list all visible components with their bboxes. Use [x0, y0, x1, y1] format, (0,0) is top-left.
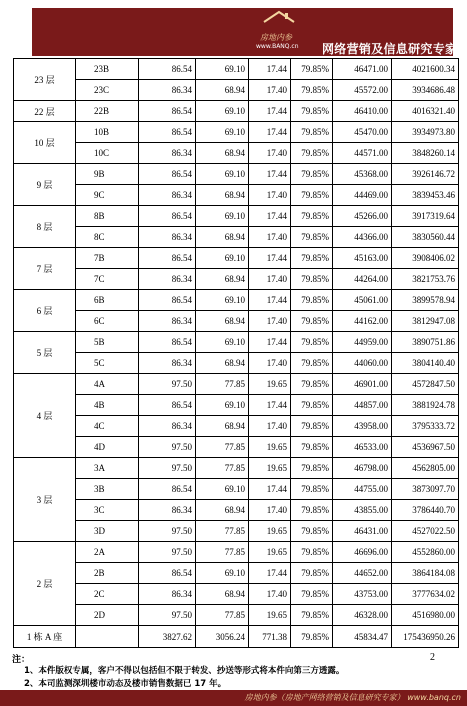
shared-area-cell: 17.44 [249, 101, 291, 122]
unit-number-cell: 6B [76, 290, 139, 311]
table-row [14, 101, 459, 122]
unit-number-cell: 2B [76, 563, 139, 584]
usage-rate-cell: 79.85% [291, 458, 333, 479]
unit-number-cell: 3A [76, 458, 139, 479]
shared-area-cell: 19.65 [249, 521, 291, 542]
total-price-cell: 3917319.64 [392, 206, 459, 227]
building-area-cell: 86.34 [139, 143, 196, 164]
building-area-cell: 86.54 [139, 206, 196, 227]
sales-table [13, 58, 459, 648]
usage-rate-cell: 79.85% [291, 311, 333, 332]
table-row [14, 185, 459, 206]
building-area-cell: 86.34 [139, 311, 196, 332]
usage-rate-cell: 79.85% [291, 584, 333, 605]
unit-number-cell: 4D [76, 437, 139, 458]
total-price-cell: 3804140.40 [392, 353, 459, 374]
usable-area-cell: 69.10 [196, 248, 249, 269]
total-price-cell: 3881924.78 [392, 395, 459, 416]
shared-area-cell: 17.44 [249, 479, 291, 500]
unit-price-cell: 46533.00 [333, 437, 392, 458]
floor-label: 3 层 [14, 458, 76, 542]
unit-number-cell: 23C [76, 80, 139, 101]
unit-number-cell: 22B [76, 101, 139, 122]
unit-number-cell: 8B [76, 206, 139, 227]
table-row [14, 374, 459, 395]
total-price-cell: 3777634.02 [392, 584, 459, 605]
unit-price-cell: 45572.00 [333, 80, 392, 101]
shared-area-cell: 17.44 [249, 563, 291, 584]
unit-price-cell: 44857.00 [333, 395, 392, 416]
building-area-cell: 86.34 [139, 353, 196, 374]
usable-area-cell: 68.94 [196, 143, 249, 164]
unit-price-cell: 46696.00 [333, 542, 392, 563]
table-row [14, 143, 459, 164]
table-row [14, 80, 459, 101]
shared-area-cell: 17.40 [249, 80, 291, 101]
shared-area-cell: 19.65 [249, 374, 291, 395]
usage-rate-cell: 79.85% [291, 290, 333, 311]
unit-price-cell: 44469.00 [333, 185, 392, 206]
unit-price-cell: 43753.00 [333, 584, 392, 605]
page-number: 2 [430, 652, 435, 663]
total-price-cell: 3934686.48 [392, 80, 459, 101]
building-area-cell: 86.54 [139, 59, 196, 80]
usable-area-cell: 69.10 [196, 332, 249, 353]
usable-area-cell: 77.85 [196, 605, 249, 626]
building-area-cell: 86.54 [139, 563, 196, 584]
shared-area-cell: 17.44 [249, 290, 291, 311]
building-area-cell: 86.34 [139, 269, 196, 290]
logo-chinese-name: 房地内参 [260, 33, 292, 42]
unit-number-cell: 4C [76, 416, 139, 437]
unit-number-cell: 7C [76, 269, 139, 290]
total-price-cell: 4516980.00 [392, 605, 459, 626]
building-area-cell: 86.54 [139, 164, 196, 185]
total-price-cell: 3864184.08 [392, 563, 459, 584]
usable-area-cell: 68.94 [196, 584, 249, 605]
notes-label: 注： [12, 655, 31, 665]
table-row [14, 521, 459, 542]
total-row [14, 626, 459, 648]
usable-area-cell: 69.10 [196, 563, 249, 584]
total-usable-area-cell: 3056.24 [196, 626, 249, 648]
building-area-cell: 86.34 [139, 185, 196, 206]
unit-price-cell: 44755.00 [333, 479, 392, 500]
unit-number-cell: 6C [76, 311, 139, 332]
shared-area-cell: 17.40 [249, 227, 291, 248]
table-row [14, 479, 459, 500]
shared-area-cell: 17.40 [249, 143, 291, 164]
unit-price-cell: 44652.00 [333, 563, 392, 584]
building-area-cell: 86.34 [139, 80, 196, 101]
table-row [14, 437, 459, 458]
shared-area-cell: 17.44 [249, 164, 291, 185]
total-price-cell: 3839453.46 [392, 185, 459, 206]
shared-area-cell: 19.65 [249, 542, 291, 563]
unit-price-cell: 45163.00 [333, 248, 392, 269]
note-line-2: 2、本司监测深圳楼市动态及楼市销售数据已 17 年。 [24, 679, 227, 689]
unit-price-cell: 44959.00 [333, 332, 392, 353]
unit-number-cell: 8C [76, 227, 139, 248]
total-price-cell: 3873097.70 [392, 479, 459, 500]
building-area-cell: 86.54 [139, 101, 196, 122]
total-price-cell: 3899578.94 [392, 290, 459, 311]
floor-label: 23 层 [14, 59, 76, 101]
shared-area-cell: 17.40 [249, 311, 291, 332]
total-price-cell: 4021600.34 [392, 59, 459, 80]
usable-area-cell: 68.94 [196, 185, 249, 206]
floor-label: 4 层 [14, 374, 76, 458]
total-price-cell: 4536967.50 [392, 437, 459, 458]
usage-rate-cell: 79.85% [291, 521, 333, 542]
total-price-cell: 4572847.50 [392, 374, 459, 395]
shared-area-cell: 17.44 [249, 59, 291, 80]
unit-price-cell: 44571.00 [333, 143, 392, 164]
total-price-cell: 3908406.02 [392, 248, 459, 269]
table-row [14, 227, 459, 248]
brand-logo [254, 10, 324, 50]
usable-area-cell: 68.94 [196, 80, 249, 101]
unit-price-cell: 45470.00 [333, 122, 392, 143]
usage-rate-cell: 79.85% [291, 59, 333, 80]
unit-number-cell: 4A [76, 374, 139, 395]
usage-rate-cell: 79.85% [291, 164, 333, 185]
shared-area-cell: 17.40 [249, 269, 291, 290]
unit-price-cell: 44162.00 [333, 311, 392, 332]
unit-number-cell: 9B [76, 164, 139, 185]
unit-price-cell: 44060.00 [333, 353, 392, 374]
note-line-1: 1、本件版权专属，客户不得以包括但不限于转发、抄送等形式将本件向第三方透露。 [24, 666, 345, 676]
usable-area-cell: 69.10 [196, 479, 249, 500]
table-row [14, 584, 459, 605]
usage-rate-cell: 79.85% [291, 542, 333, 563]
unit-price-cell: 44366.00 [333, 227, 392, 248]
usage-rate-cell: 79.85% [291, 500, 333, 521]
usage-rate-cell: 79.85% [291, 395, 333, 416]
total-price-cell: 4016321.40 [392, 101, 459, 122]
usable-area-cell: 69.10 [196, 395, 249, 416]
total-price-cell: 3812947.08 [392, 311, 459, 332]
usable-area-cell: 69.10 [196, 122, 249, 143]
total-unit-price-cell: 45834.47 [333, 626, 392, 648]
total-price-cell: 3934973.80 [392, 122, 459, 143]
table-row [14, 248, 459, 269]
usable-area-cell: 69.10 [196, 59, 249, 80]
usable-area-cell: 77.85 [196, 437, 249, 458]
total-price-cell: 3926146.72 [392, 164, 459, 185]
unit-number-cell: 9C [76, 185, 139, 206]
usable-area-cell: 77.85 [196, 542, 249, 563]
unit-number-cell: 3C [76, 500, 139, 521]
unit-number-cell: 2C [76, 584, 139, 605]
total-usage-rate-cell: 79.85% [291, 626, 333, 648]
table-row [14, 269, 459, 290]
building-area-cell: 86.34 [139, 227, 196, 248]
usage-rate-cell: 79.85% [291, 101, 333, 122]
building-area-cell: 97.50 [139, 542, 196, 563]
floor-label: 7 层 [14, 248, 76, 290]
table-row [14, 542, 459, 563]
table-row [14, 458, 459, 479]
table-row [14, 563, 459, 584]
total-price-cell: 4562805.00 [392, 458, 459, 479]
usage-rate-cell: 79.85% [291, 206, 333, 227]
unit-price-cell: 45061.00 [333, 290, 392, 311]
table-row [14, 122, 459, 143]
building-area-cell: 86.34 [139, 500, 196, 521]
building-area-cell: 97.50 [139, 437, 196, 458]
floor-label: 6 层 [14, 290, 76, 332]
unit-number-cell: 5C [76, 353, 139, 374]
unit-number-cell: 5B [76, 332, 139, 353]
table-row [14, 395, 459, 416]
table-row [14, 353, 459, 374]
usable-area-cell: 68.94 [196, 353, 249, 374]
usage-rate-cell: 79.85% [291, 374, 333, 395]
total-unit-cell [76, 626, 139, 648]
unit-price-cell: 45266.00 [333, 206, 392, 227]
shared-area-cell: 19.65 [249, 605, 291, 626]
usable-area-cell: 77.85 [196, 521, 249, 542]
total-price-cell: 3795333.72 [392, 416, 459, 437]
usage-rate-cell: 79.85% [291, 143, 333, 164]
usable-area-cell: 69.10 [196, 164, 249, 185]
total-price-cell: 4552860.00 [392, 542, 459, 563]
usage-rate-cell: 79.85% [291, 563, 333, 584]
table-row [14, 311, 459, 332]
shared-area-cell: 17.44 [249, 122, 291, 143]
usable-area-cell: 69.10 [196, 290, 249, 311]
unit-number-cell: 4B [76, 395, 139, 416]
total-price-cell: 3830560.44 [392, 227, 459, 248]
floor-label: 22 层 [14, 101, 76, 122]
usage-rate-cell: 79.85% [291, 227, 333, 248]
building-area-cell: 86.54 [139, 122, 196, 143]
building-area-cell: 86.34 [139, 416, 196, 437]
usable-area-cell: 68.94 [196, 311, 249, 332]
total-price-cell: 175436950.26 [392, 626, 459, 648]
table-row [14, 416, 459, 437]
table-row [14, 605, 459, 626]
unit-price-cell: 45368.00 [333, 164, 392, 185]
usage-rate-cell: 79.85% [291, 248, 333, 269]
shared-area-cell: 17.44 [249, 206, 291, 227]
building-area-cell: 86.54 [139, 332, 196, 353]
building-area-cell: 97.50 [139, 521, 196, 542]
unit-number-cell: 2D [76, 605, 139, 626]
usage-rate-cell: 79.85% [291, 332, 333, 353]
usable-area-cell: 69.10 [196, 101, 249, 122]
usage-rate-cell: 79.85% [291, 605, 333, 626]
building-area-cell: 97.50 [139, 374, 196, 395]
total-label-cell: 1 栋 A 座 [14, 626, 76, 648]
usage-rate-cell: 79.85% [291, 353, 333, 374]
sales-table-body [14, 59, 459, 648]
shared-area-cell: 19.65 [249, 458, 291, 479]
usable-area-cell: 68.94 [196, 227, 249, 248]
usage-rate-cell: 79.85% [291, 122, 333, 143]
unit-price-cell: 46901.00 [333, 374, 392, 395]
unit-number-cell: 10C [76, 143, 139, 164]
total-shared-area-cell: 771.38 [249, 626, 291, 648]
unit-number-cell: 10B [76, 122, 139, 143]
table-row [14, 290, 459, 311]
usable-area-cell: 68.94 [196, 269, 249, 290]
total-price-cell: 3890751.86 [392, 332, 459, 353]
unit-number-cell: 3B [76, 479, 139, 500]
footer-banner [0, 690, 467, 706]
usage-rate-cell: 79.85% [291, 269, 333, 290]
usage-rate-cell: 79.85% [291, 437, 333, 458]
building-area-cell: 97.50 [139, 458, 196, 479]
shared-area-cell: 17.40 [249, 416, 291, 437]
unit-price-cell: 46410.00 [333, 101, 392, 122]
usage-rate-cell: 79.85% [291, 416, 333, 437]
building-area-cell: 97.50 [139, 605, 196, 626]
usable-area-cell: 77.85 [196, 374, 249, 395]
unit-number-cell: 23B [76, 59, 139, 80]
shared-area-cell: 17.44 [249, 332, 291, 353]
logo-url: www.BANQ.cn [256, 43, 299, 50]
usage-rate-cell: 79.85% [291, 80, 333, 101]
building-area-cell: 86.54 [139, 479, 196, 500]
unit-price-cell: 44264.00 [333, 269, 392, 290]
unit-price-cell: 46798.00 [333, 458, 392, 479]
shared-area-cell: 17.44 [249, 395, 291, 416]
usage-rate-cell: 79.85% [291, 479, 333, 500]
house-icon [262, 10, 296, 32]
table-row [14, 332, 459, 353]
unit-number-cell: 3D [76, 521, 139, 542]
floor-label: 9 层 [14, 164, 76, 206]
usage-rate-cell: 79.85% [291, 185, 333, 206]
total-price-cell: 3848260.14 [392, 143, 459, 164]
floor-label: 5 层 [14, 332, 76, 374]
usable-area-cell: 68.94 [196, 500, 249, 521]
table-row [14, 206, 459, 227]
shared-area-cell: 17.44 [249, 248, 291, 269]
building-area-cell: 86.34 [139, 584, 196, 605]
building-area-cell: 86.54 [139, 248, 196, 269]
unit-number-cell: 7B [76, 248, 139, 269]
unit-price-cell: 43958.00 [333, 416, 392, 437]
unit-price-cell: 46328.00 [333, 605, 392, 626]
usable-area-cell: 68.94 [196, 416, 249, 437]
unit-price-cell: 43855.00 [333, 500, 392, 521]
shared-area-cell: 17.40 [249, 185, 291, 206]
total-price-cell: 3786440.70 [392, 500, 459, 521]
unit-number-cell: 2A [76, 542, 139, 563]
footer-text: 房地内参（房地产网络营销及信息研究专家） www.banq.cn [244, 693, 461, 702]
floor-label: 2 层 [14, 542, 76, 626]
table-row [14, 500, 459, 521]
shared-area-cell: 17.40 [249, 353, 291, 374]
shared-area-cell: 19.65 [249, 437, 291, 458]
total-price-cell: 4527022.50 [392, 521, 459, 542]
header-title: 网络营销及信息研究专家 [322, 42, 458, 56]
shared-area-cell: 17.40 [249, 584, 291, 605]
unit-price-cell: 46431.00 [333, 521, 392, 542]
usable-area-cell: 69.10 [196, 206, 249, 227]
table-row [14, 59, 459, 80]
total-building-area-cell: 3827.62 [139, 626, 196, 648]
usable-area-cell: 77.85 [196, 458, 249, 479]
floor-label: 8 层 [14, 206, 76, 248]
building-area-cell: 86.54 [139, 395, 196, 416]
table-row [14, 164, 459, 185]
floor-label: 10 层 [14, 122, 76, 164]
building-area-cell: 86.54 [139, 290, 196, 311]
unit-price-cell: 46471.00 [333, 59, 392, 80]
total-price-cell: 3821753.76 [392, 269, 459, 290]
shared-area-cell: 17.40 [249, 500, 291, 521]
